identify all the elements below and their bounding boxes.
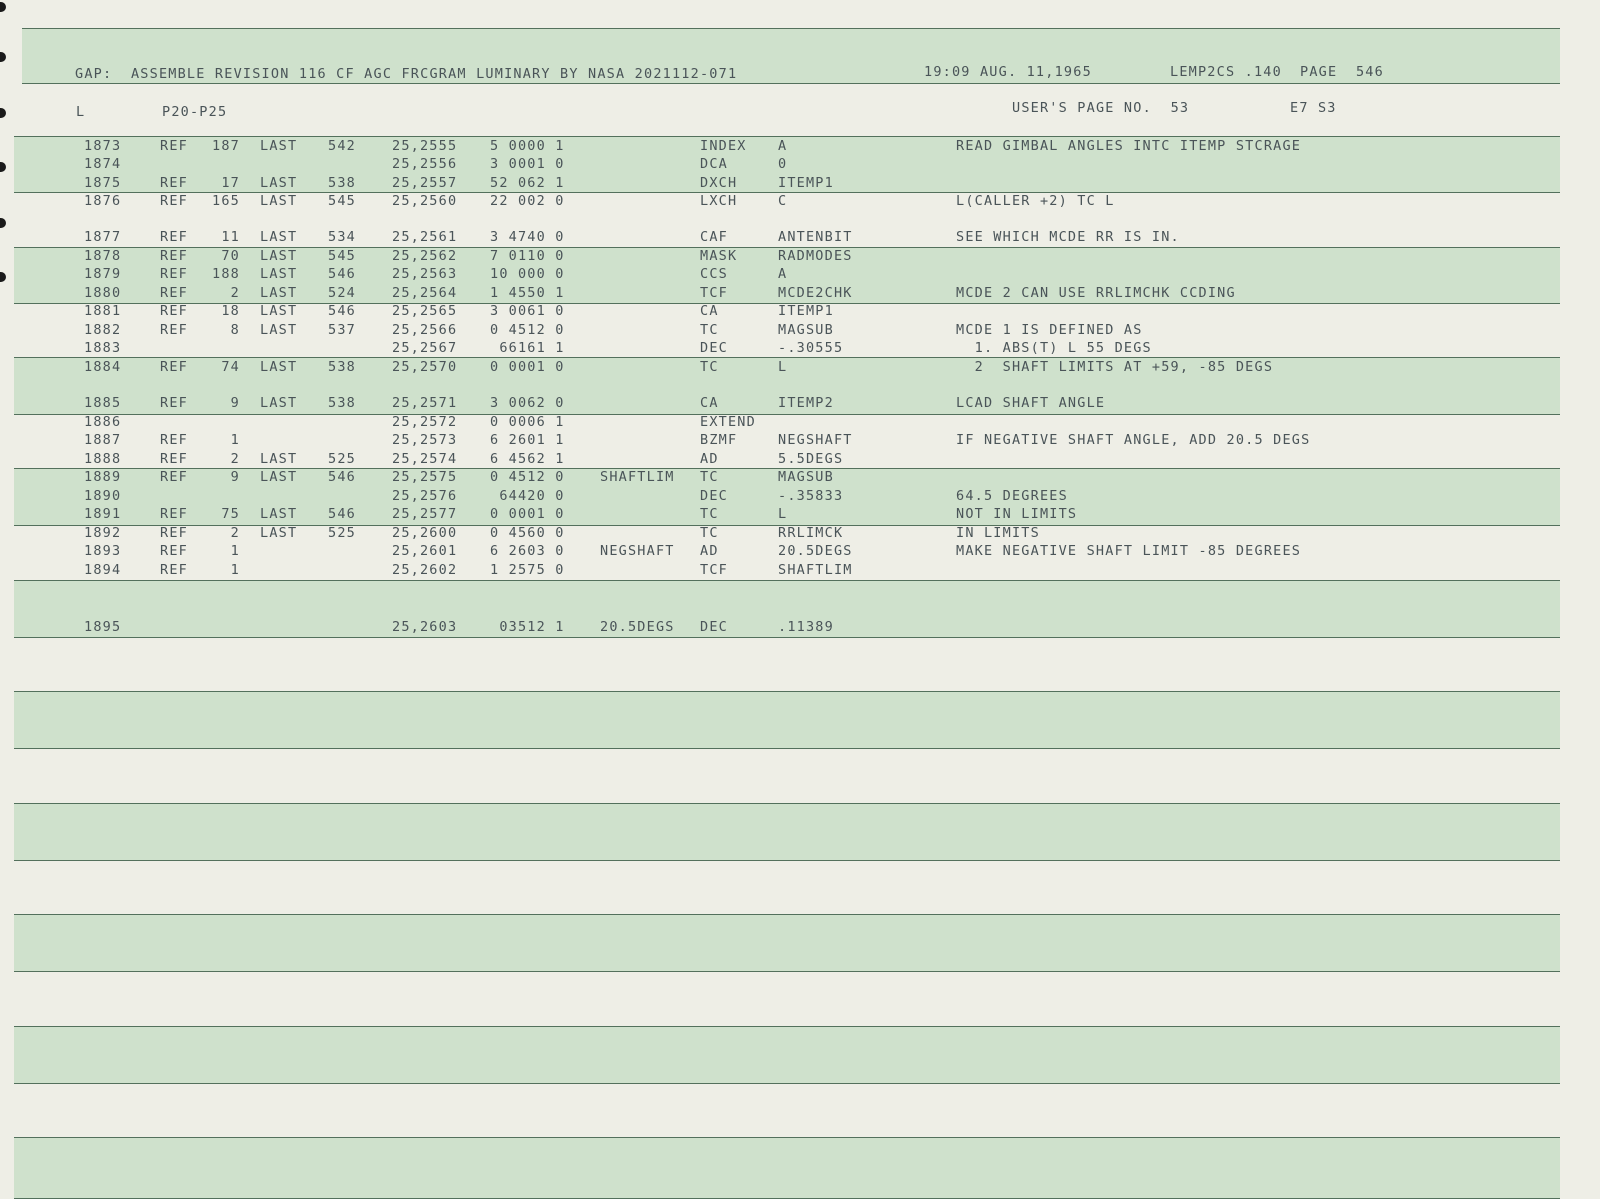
line-number: 1878 bbox=[84, 248, 122, 264]
object-code: 3 0001 0 bbox=[490, 156, 565, 172]
ref-count: 1 bbox=[230, 432, 240, 448]
punch-hole bbox=[0, 162, 6, 172]
last-label: LAST bbox=[260, 285, 298, 301]
operand: MCDE2CHK bbox=[778, 285, 853, 301]
last-page: 534 bbox=[328, 229, 356, 245]
ref-count: 2 bbox=[230, 525, 240, 541]
object-code: 0 0001 0 bbox=[490, 506, 565, 522]
object-code: 5 0000 1 bbox=[490, 138, 565, 154]
ref-count: 70 bbox=[221, 248, 240, 264]
opcode: CA bbox=[700, 395, 719, 411]
last-page: 538 bbox=[328, 359, 356, 375]
object-code: 10 000 0 bbox=[490, 266, 565, 282]
ref-label: REF bbox=[160, 266, 188, 282]
line-number: 1875 bbox=[84, 175, 122, 191]
last-page: 546 bbox=[328, 506, 356, 522]
ref-label: REF bbox=[160, 525, 188, 541]
object-code: 0 0001 0 bbox=[490, 359, 565, 375]
opcode: TCF bbox=[700, 285, 728, 301]
operand: -.30555 bbox=[778, 340, 844, 356]
line-number: 1889 bbox=[84, 469, 122, 485]
address: 25,2556 bbox=[392, 156, 458, 172]
object-code: 6 2603 0 bbox=[490, 543, 565, 559]
line-number: 1877 bbox=[84, 229, 122, 245]
line-number: 1879 bbox=[84, 266, 122, 282]
operand: RRLIMCK bbox=[778, 525, 844, 541]
last-label: LAST bbox=[260, 525, 298, 541]
comment: IN LIMITS bbox=[956, 525, 1040, 541]
listing-file: LEMP2CS .140 bbox=[1170, 64, 1282, 80]
listing-timestamp: 19:09 AUG. 11,1965 bbox=[924, 64, 1092, 80]
last-label: LAST bbox=[260, 193, 298, 209]
comment: 1. ABS(T) L 55 DEGS bbox=[956, 340, 1152, 356]
ref-count: 2 bbox=[230, 451, 240, 467]
ref-label: REF bbox=[160, 451, 188, 467]
comment: MAKE NEGATIVE SHAFT LIMIT -85 DEGREES bbox=[956, 543, 1302, 559]
address: 25,2566 bbox=[392, 322, 458, 338]
address: 25,2565 bbox=[392, 303, 458, 319]
ref-label: REF bbox=[160, 359, 188, 375]
object-code: 64420 0 bbox=[490, 488, 565, 504]
object-code: 52 062 1 bbox=[490, 175, 565, 191]
last-label: LAST bbox=[260, 138, 298, 154]
ref-count: 17 bbox=[221, 175, 240, 191]
address: 25,2603 bbox=[392, 619, 458, 635]
operand: ITEMP2 bbox=[778, 395, 834, 411]
ref-label: REF bbox=[160, 469, 188, 485]
address: 25,2572 bbox=[392, 414, 458, 430]
ref-label: REF bbox=[160, 285, 188, 301]
object-code: 0 4512 0 bbox=[490, 469, 565, 485]
object-code: 03512 1 bbox=[490, 619, 565, 635]
last-page: 537 bbox=[328, 322, 356, 338]
line-number: 1888 bbox=[84, 451, 122, 467]
opcode: CAF bbox=[700, 229, 728, 245]
address: 25,2561 bbox=[392, 229, 458, 245]
line-number: 1881 bbox=[84, 303, 122, 319]
object-code: 3 4740 0 bbox=[490, 229, 565, 245]
last-label: LAST bbox=[260, 266, 298, 282]
object-code: 6 2601 1 bbox=[490, 432, 565, 448]
ref-label: REF bbox=[160, 432, 188, 448]
operand: MAGSUB bbox=[778, 322, 834, 338]
operand: 20.5DEGS bbox=[778, 543, 853, 559]
last-page: 538 bbox=[328, 175, 356, 191]
last-page: 545 bbox=[328, 193, 356, 209]
address: 25,2577 bbox=[392, 506, 458, 522]
opcode: DEC bbox=[700, 488, 728, 504]
opcode: DEC bbox=[700, 619, 728, 635]
address: 25,2602 bbox=[392, 562, 458, 578]
operand: ITEMP1 bbox=[778, 303, 834, 319]
last-page: 546 bbox=[328, 469, 356, 485]
ref-label: REF bbox=[160, 322, 188, 338]
opcode: TC bbox=[700, 359, 719, 375]
operand: RADMODES bbox=[778, 248, 853, 264]
listing-title: GAP: ASSEMBLE REVISION 116 CF AGC FRCGRAM LUMINARY BY NASA 2021112-071 bbox=[75, 66, 738, 82]
last-page: 546 bbox=[328, 303, 356, 319]
opcode: TCF bbox=[700, 562, 728, 578]
comment: MCDE 1 IS DEFINED AS bbox=[956, 322, 1143, 338]
opcode: MASK bbox=[700, 248, 738, 264]
opcode: TC bbox=[700, 322, 719, 338]
line-number: 1884 bbox=[84, 359, 122, 375]
comment: READ GIMBAL ANGLES INTC ITEMP STCRAGE bbox=[956, 138, 1302, 154]
address: 25,2574 bbox=[392, 451, 458, 467]
line-number: 1887 bbox=[84, 432, 122, 448]
last-page: 525 bbox=[328, 451, 356, 467]
ref-label: REF bbox=[160, 248, 188, 264]
ref-count: 9 bbox=[230, 395, 240, 411]
paper-band bbox=[14, 691, 1560, 749]
symbol-label: 20.5DEGS bbox=[600, 619, 675, 635]
opcode: TC bbox=[700, 506, 719, 522]
ref-count: 188 bbox=[212, 266, 240, 282]
comment: L(CALLER +2) TC L bbox=[956, 193, 1115, 209]
comment: 2 SHAFT LIMITS AT +59, -85 DEGS bbox=[956, 359, 1274, 375]
address: 25,2573 bbox=[392, 432, 458, 448]
punch-hole bbox=[0, 2, 6, 12]
punch-hole bbox=[0, 272, 6, 282]
last-label: LAST bbox=[260, 322, 298, 338]
opcode: EXTEND bbox=[700, 414, 756, 430]
operand: -.35833 bbox=[778, 488, 844, 504]
punch-hole bbox=[0, 218, 6, 228]
opcode: CCS bbox=[700, 266, 728, 282]
object-code: 1 4550 1 bbox=[490, 285, 565, 301]
address: 25,2600 bbox=[392, 525, 458, 541]
address: 25,2562 bbox=[392, 248, 458, 264]
object-code: 22 002 0 bbox=[490, 193, 565, 209]
address: 25,2560 bbox=[392, 193, 458, 209]
ref-label: REF bbox=[160, 562, 188, 578]
object-code: 3 0062 0 bbox=[490, 395, 565, 411]
ref-label: REF bbox=[160, 193, 188, 209]
paper-band bbox=[14, 914, 1560, 972]
comment: SEE WHICH MCDE RR IS IN. bbox=[956, 229, 1180, 245]
line-number: 1895 bbox=[84, 619, 122, 635]
comment: LCAD SHAFT ANGLE bbox=[956, 395, 1106, 411]
last-page: 545 bbox=[328, 248, 356, 264]
ref-count: 18 bbox=[221, 303, 240, 319]
address: 25,2563 bbox=[392, 266, 458, 282]
ref-label: REF bbox=[160, 543, 188, 559]
paper-band bbox=[14, 1026, 1560, 1084]
ref-count: 165 bbox=[212, 193, 240, 209]
operand: .11389 bbox=[778, 619, 834, 635]
log-section-letter: L bbox=[76, 104, 86, 120]
page-number: PAGE 546 bbox=[1300, 64, 1384, 80]
address: 25,2601 bbox=[392, 543, 458, 559]
operand: C bbox=[778, 193, 788, 209]
address: 25,2576 bbox=[392, 488, 458, 504]
ref-count: 2 bbox=[230, 285, 240, 301]
operand: MAGSUB bbox=[778, 469, 834, 485]
last-label: LAST bbox=[260, 303, 298, 319]
operand: 0 bbox=[778, 156, 788, 172]
comment: MCDE 2 CAN USE RRLIMCHK CCDING bbox=[956, 285, 1236, 301]
symbol-label: NEGSHAFT bbox=[600, 543, 675, 559]
section-code: E7 S3 bbox=[1290, 100, 1337, 116]
section-name: P20-P25 bbox=[162, 104, 228, 120]
line-number: 1883 bbox=[84, 340, 122, 356]
opcode: DEC bbox=[700, 340, 728, 356]
line-number: 1876 bbox=[84, 193, 122, 209]
ref-count: 75 bbox=[221, 506, 240, 522]
line-number: 1873 bbox=[84, 138, 122, 154]
opcode: DXCH bbox=[700, 175, 738, 191]
last-label: LAST bbox=[260, 395, 298, 411]
ref-count: 187 bbox=[212, 138, 240, 154]
ref-label: REF bbox=[160, 175, 188, 191]
line-number: 1893 bbox=[84, 543, 122, 559]
address: 25,2575 bbox=[392, 469, 458, 485]
line-number: 1892 bbox=[84, 525, 122, 541]
operand: A bbox=[778, 266, 788, 282]
opcode: AD bbox=[700, 451, 719, 467]
operand: ANTENBIT bbox=[778, 229, 853, 245]
object-code: 6 4562 1 bbox=[490, 451, 565, 467]
opcode: BZMF bbox=[700, 432, 738, 448]
ref-label: REF bbox=[160, 506, 188, 522]
paper-band bbox=[14, 803, 1560, 861]
ref-count: 74 bbox=[221, 359, 240, 375]
object-code: 0 4560 0 bbox=[490, 525, 565, 541]
last-label: LAST bbox=[260, 506, 298, 522]
last-label: LAST bbox=[260, 359, 298, 375]
opcode: AD bbox=[700, 543, 719, 559]
object-code: 7 0110 0 bbox=[490, 248, 565, 264]
last-label: LAST bbox=[260, 175, 298, 191]
last-page: 546 bbox=[328, 266, 356, 282]
ref-label: REF bbox=[160, 303, 188, 319]
line-number: 1890 bbox=[84, 488, 122, 504]
address: 25,2555 bbox=[392, 138, 458, 154]
address: 25,2564 bbox=[392, 285, 458, 301]
line-number: 1894 bbox=[84, 562, 122, 578]
ref-count: 8 bbox=[230, 322, 240, 338]
last-page: 538 bbox=[328, 395, 356, 411]
last-page: 542 bbox=[328, 138, 356, 154]
operand: NEGSHAFT bbox=[778, 432, 853, 448]
last-label: LAST bbox=[260, 451, 298, 467]
line-number: 1885 bbox=[84, 395, 122, 411]
punch-hole bbox=[0, 52, 6, 62]
operand: SHAFTLIM bbox=[778, 562, 853, 578]
opcode: DCA bbox=[700, 156, 728, 172]
object-code: 3 0061 0 bbox=[490, 303, 565, 319]
symbol-label: SHAFTLIM bbox=[600, 469, 675, 485]
ref-count: 11 bbox=[221, 229, 240, 245]
opcode: LXCH bbox=[700, 193, 738, 209]
ref-label: REF bbox=[160, 395, 188, 411]
operand: L bbox=[778, 359, 788, 375]
address: 25,2570 bbox=[392, 359, 458, 375]
comment: 64.5 DEGREES bbox=[956, 488, 1068, 504]
ref-label: REF bbox=[160, 229, 188, 245]
line-number: 1880 bbox=[84, 285, 122, 301]
comment: IF NEGATIVE SHAFT ANGLE, ADD 20.5 DEGS bbox=[956, 432, 1311, 448]
operand: A bbox=[778, 138, 788, 154]
address: 25,2571 bbox=[392, 395, 458, 411]
opcode: TC bbox=[700, 525, 719, 541]
line-number: 1882 bbox=[84, 322, 122, 338]
object-code: 0 0006 1 bbox=[490, 414, 565, 430]
address: 25,2557 bbox=[392, 175, 458, 191]
operand: 5.5DEGS bbox=[778, 451, 844, 467]
last-label: LAST bbox=[260, 469, 298, 485]
object-code: 66161 1 bbox=[490, 340, 565, 356]
object-code: 1 2575 0 bbox=[490, 562, 565, 578]
line-number: 1886 bbox=[84, 414, 122, 430]
ref-count: 9 bbox=[230, 469, 240, 485]
last-label: LAST bbox=[260, 229, 298, 245]
line-number: 1874 bbox=[84, 156, 122, 172]
last-page: 524 bbox=[328, 285, 356, 301]
opcode: INDEX bbox=[700, 138, 747, 154]
object-code: 0 4512 0 bbox=[490, 322, 565, 338]
ref-count: 1 bbox=[230, 562, 240, 578]
punch-hole bbox=[0, 108, 6, 118]
operand: ITEMP1 bbox=[778, 175, 834, 191]
comment: NOT IN LIMITS bbox=[956, 506, 1078, 522]
operand: L bbox=[778, 506, 788, 522]
opcode: CA bbox=[700, 303, 719, 319]
users-page-number: USER'S PAGE NO. 53 bbox=[1012, 100, 1190, 116]
last-label: LAST bbox=[260, 248, 298, 264]
line-number: 1891 bbox=[84, 506, 122, 522]
address: 25,2567 bbox=[392, 340, 458, 356]
last-page: 525 bbox=[328, 525, 356, 541]
ref-count: 1 bbox=[230, 543, 240, 559]
opcode: TC bbox=[700, 469, 719, 485]
ref-label: REF bbox=[160, 138, 188, 154]
